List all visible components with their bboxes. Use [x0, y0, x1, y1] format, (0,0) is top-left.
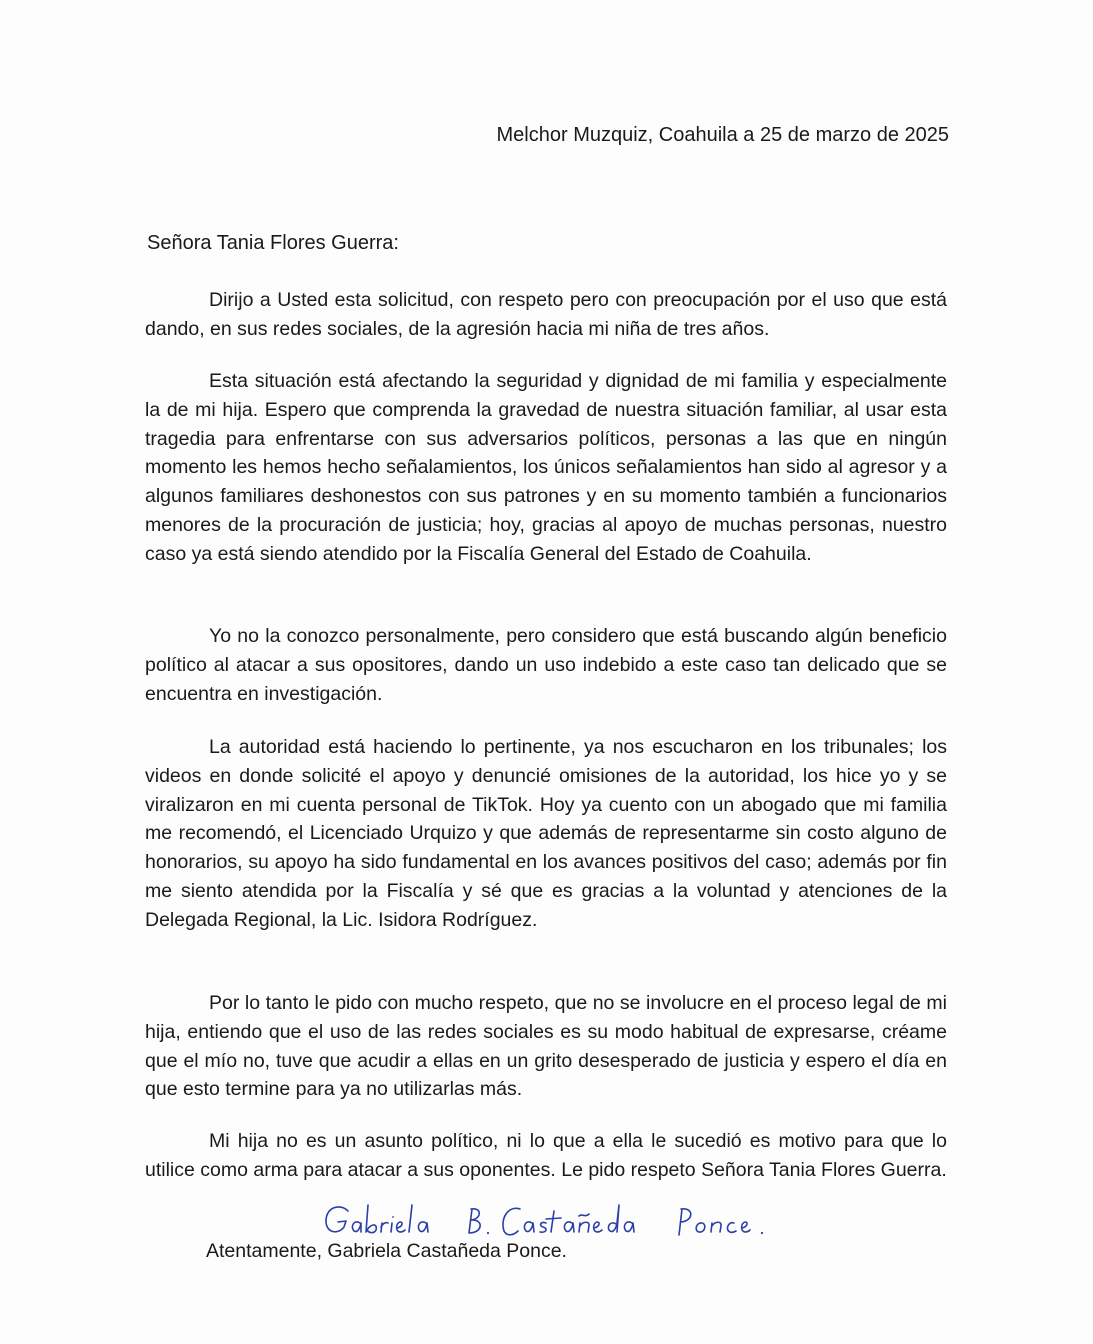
paragraph-2: Esta situación está afectando la seguridad y dignidad de mi familia y especialmente la de mi hija. Espero que comprenda la gravedad de nuestra situación familiar, al usar esta tragedia para enfrentarse con sus adversarios políticos, personas a las que en ningún momento les hemos hecho señalamientos, los únicos señalamientos han sido al agresor y a algunos familiares deshonestos con sus patrones y en su momento también a funcionarios menores de la procuración de justicia; hoy, gracias al apoyo de muchas personas, nuestro caso ya está siendo atendido por la Fiscalía General del Estado de Coahuila. [145, 370, 947, 565]
paragraph-4: La autoridad está haciendo lo pertinente, ya nos escucharon en los tribunales; los videos en donde solicité el apoyo y denuncié omisiones de la autoridad, los hice yo y se viralizaron en mi cuenta personal de TikTok. Hoy ya cuento con un abogado que mi familia me recomendó, el Licenciado Urquizo y que además de representarme sin costo alguno de honorarios, su apoyo ha sido fundamental en los avances positivos del caso; además por fin me siento atendida por la Fiscalía y sé que es gracias a la voluntad y atenciones de la Delegada Regional, la Lic. Isidora Rodríguez. [145, 736, 947, 931]
place-and-date: Melchor Muzquiz, Coahuila a 25 de marzo de 2025 [496, 124, 949, 146]
paragraph-5: Por lo tanto le pido con mucho respeto, que no se involucre en el proceso legal de mi hija, entiendo que el uso de las redes sociales es su modo habitual de expresarse, créame que el mío no, tuve que acudir a ellas en un grito desesperado de justicia y espero el día en que esto termine para ya no utilizarlas más. [145, 992, 947, 1101]
paragraph-6: Mi hija no es un asunto político, ni lo que a ella le sucedió es motivo para que lo utilice como arma para atacar a sus oponentes. Le pido respeto Señora Tania Flores Guerra. [145, 1130, 947, 1181]
paragraph-1: Dirijo a Usted esta solicitud, con respeto pero con preocupación por el uso que está dando, en sus redes sociales, de la agresión hacia mi niña de tres años. [145, 289, 947, 340]
salutation: Señora Tania Flores Guerra: [147, 232, 399, 254]
paragraph-3: Yo no la conozco personalmente, pero considero que está buscando algún beneficio político al atacar a sus opositores, dando un uso indebido a este caso tan delicado que se encuentra en investigación. [145, 625, 947, 705]
closing-line: Atentamente, Gabriela Castañeda Ponce. [206, 1240, 567, 1262]
